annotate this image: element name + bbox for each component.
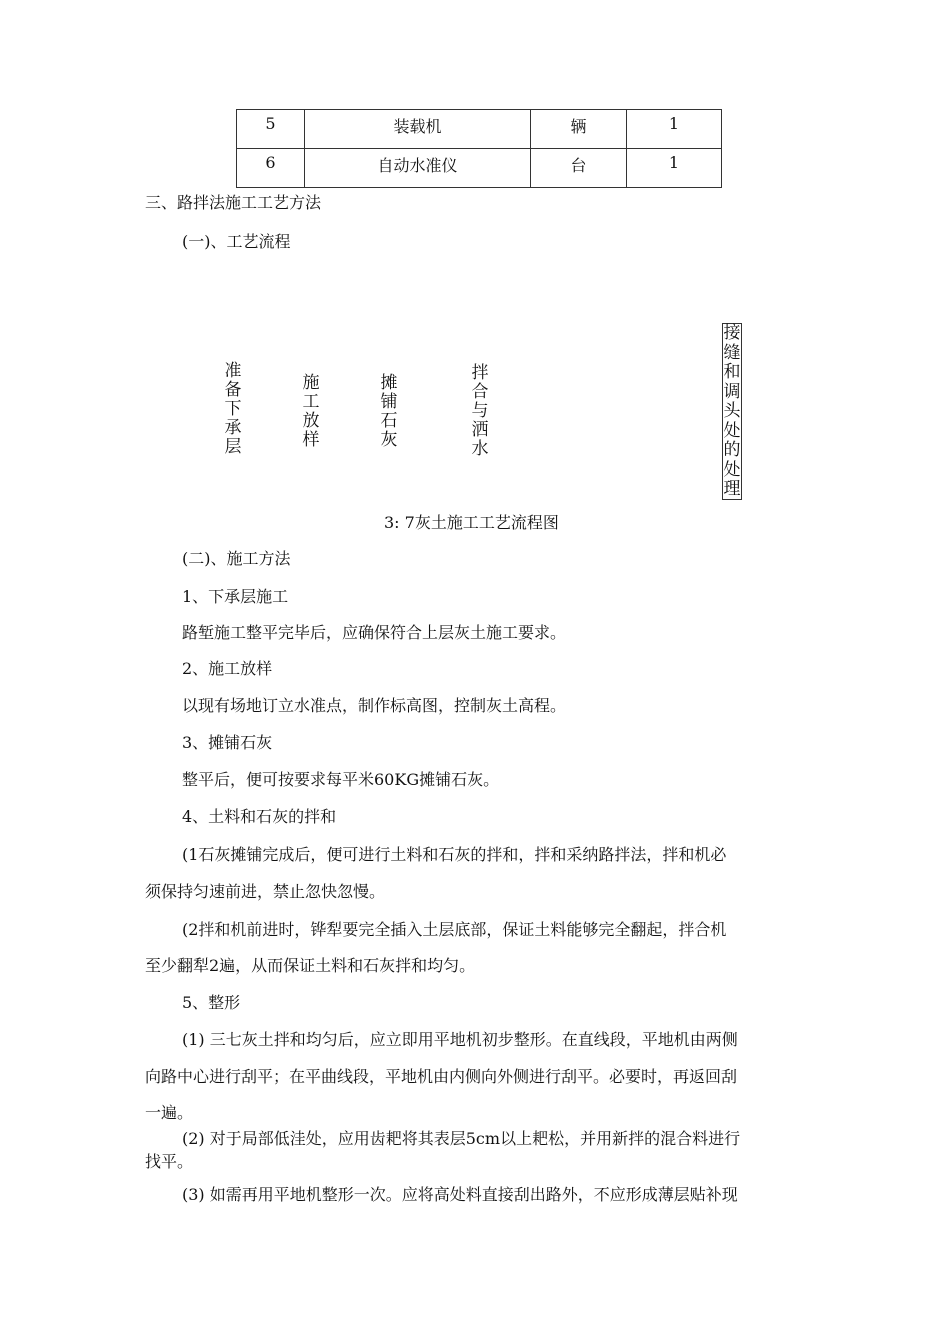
paragraph: (1石灰摊铺完成后，便可进行土料和石灰的拌和，拌和采纳路拌法，拌和机必 xyxy=(182,845,727,864)
paragraph: 须保持匀速前进，禁止忽快忽慢。 xyxy=(145,882,386,901)
paragraph: 一遍。 xyxy=(145,1103,194,1122)
paragraph: 至少翻犁2遍，从而保证土料和石灰拌和均匀。 xyxy=(145,956,476,975)
table-row xyxy=(237,149,722,188)
cell-qty: 1 xyxy=(627,149,722,188)
section-heading: 三、路拌法施工工艺方法 xyxy=(145,193,322,212)
cell-unit: 辆 xyxy=(531,110,627,149)
paragraph: (3) 如需再用平地机整形一次。应将高处料直接刮出路外，不应形成薄层贴补现 xyxy=(182,1185,738,1204)
item-heading: 3、摊铺石灰 xyxy=(182,733,273,752)
item-heading: 5、整形 xyxy=(182,993,241,1012)
equipment-table xyxy=(236,109,722,188)
flow-step: 准备下承层 xyxy=(224,361,242,457)
paragraph: 路堑施工整平完毕后，应确保符合上层灰土施工要求。 xyxy=(182,623,567,642)
cell-name: 装载机 xyxy=(305,110,531,149)
paragraph: 整平后，便可按要求每平米60KG摊铺石灰。 xyxy=(182,770,500,789)
flow-step-box: 接缝和调头处的处理 xyxy=(723,323,741,499)
paragraph: 向路中心进行刮平；在平曲线段，平地机由内侧向外侧进行刮平。必要时，再返回刮 xyxy=(145,1067,738,1086)
subsection-heading: (二)、施工方法 xyxy=(182,549,291,568)
item-heading: 1、下承层施工 xyxy=(182,587,289,606)
item-heading: 2、施工放样 xyxy=(182,659,273,678)
cell-unit: 台 xyxy=(531,149,627,188)
paragraph: (1) 三七灰土拌和均匀后，应立即用平地机初步整形。在直线段，平地机由两侧 xyxy=(182,1030,738,1049)
cell-qty: 1 xyxy=(627,110,722,149)
flow-step: 摊铺石灰 xyxy=(380,373,398,450)
figure-caption: 3: 7灰土施工工艺流程图 xyxy=(384,513,559,532)
cell-no: 6 xyxy=(237,149,305,188)
flow-step: 拌合与洒水 xyxy=(471,363,489,459)
item-heading: 4、土料和石灰的拌和 xyxy=(182,807,337,826)
paragraph: (2拌和机前进时，铧犁要完全插入土层底部，保证土料能够完全翻起，拌合机 xyxy=(182,920,727,939)
paragraph: 找平。 xyxy=(145,1152,194,1171)
cell-no: 5 xyxy=(237,110,305,149)
subsection-heading: (一)、工艺流程 xyxy=(182,232,291,251)
paragraph: (2) 对于局部低洼处，应用齿耙将其表层5cm以上耙松，并用新拌的混合料进行 xyxy=(182,1129,741,1148)
paragraph: 以现有场地订立水准点，制作标高图，控制灰土高程。 xyxy=(182,696,567,715)
flow-step: 施工放样 xyxy=(302,373,320,450)
table-row xyxy=(237,110,722,149)
cell-name: 自动水准仪 xyxy=(305,149,531,188)
